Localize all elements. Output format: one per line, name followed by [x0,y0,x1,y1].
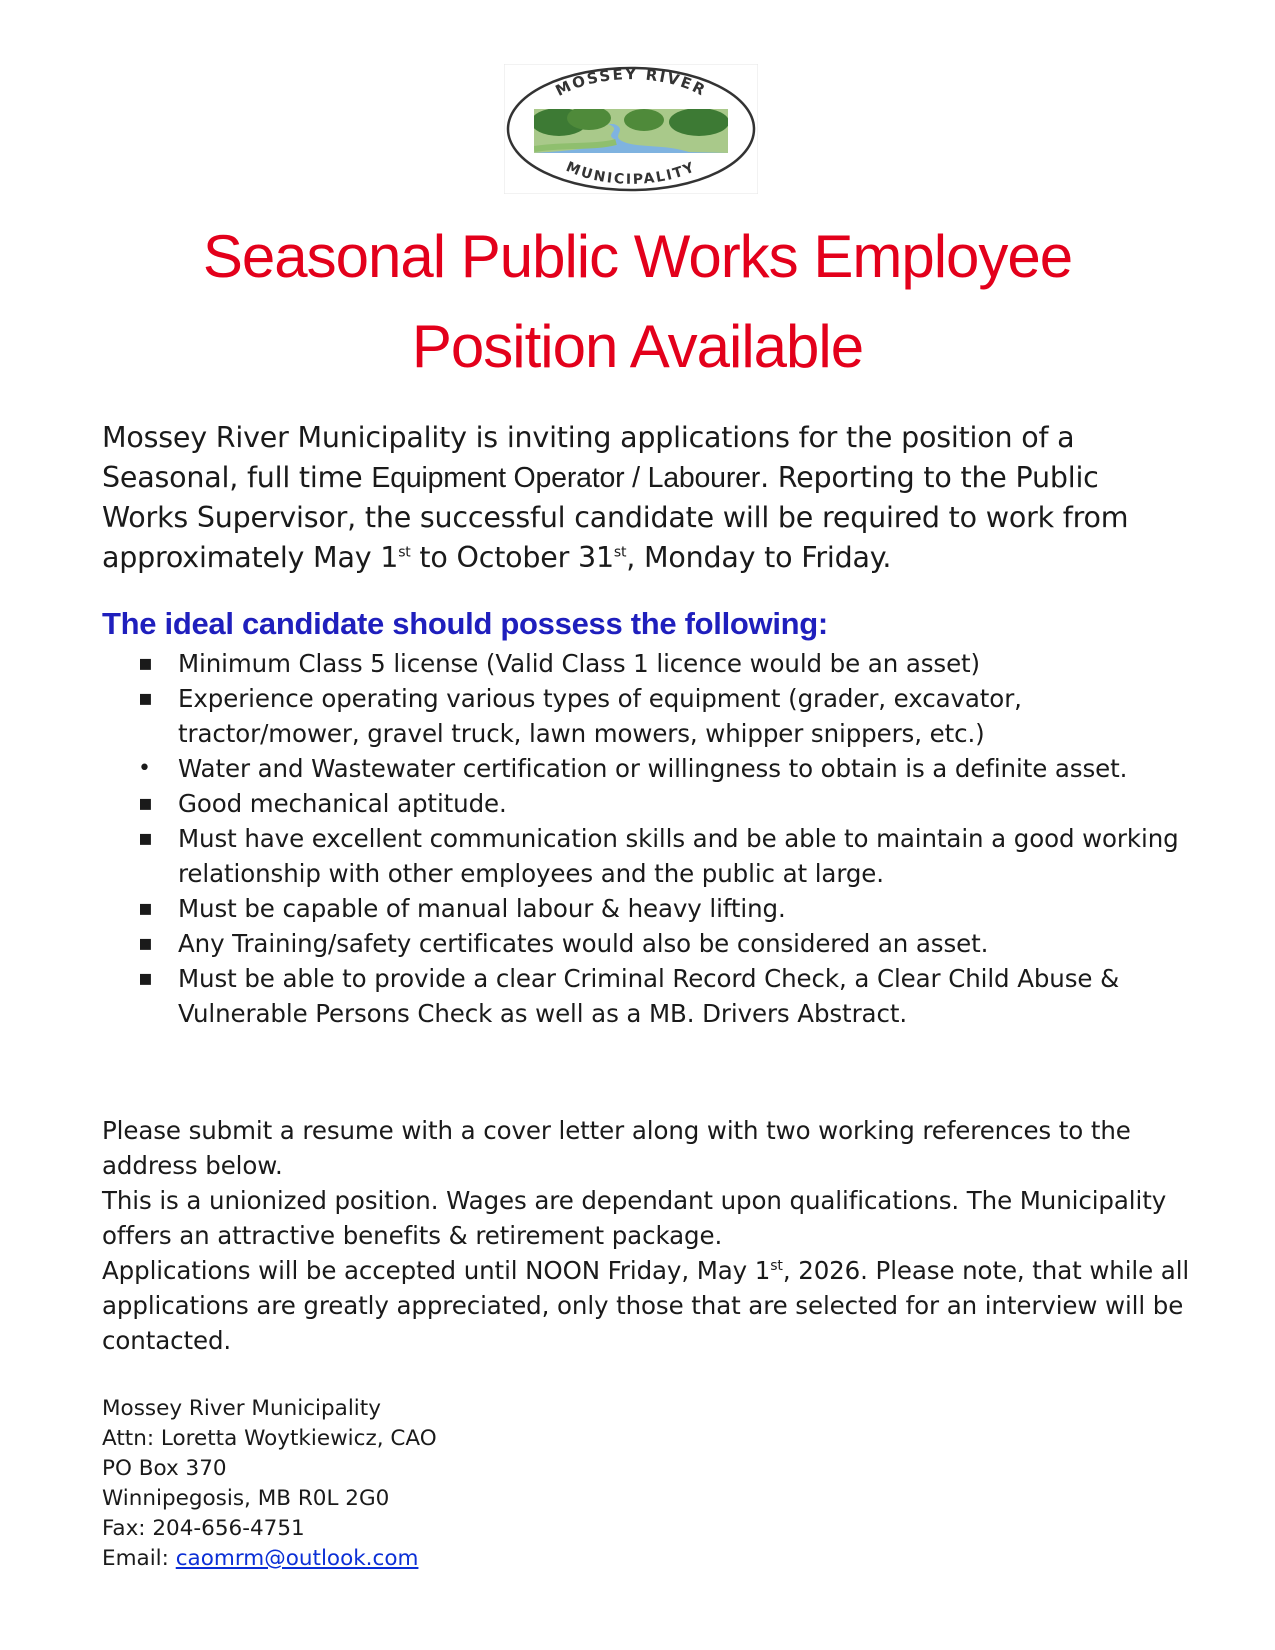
list-item: ▪ Minimum Class 5 license (Valid Class 1 licence would be an asset) [102,646,1192,681]
logo-bottom-text: MUNICIPALITY [563,159,699,188]
requirements-list [102,646,1192,1031]
list-item: ▪ Any Training/safety certificates would also be considered an asset. [102,926,1192,961]
address-fax: Fax: 204-656-4751 [102,1516,305,1541]
union-info: This is a unionized position. Wages are dependant upon qualifications. The Municipality offers an attractive benefits & retirement package. [102,1186,1167,1250]
bullet-icon: ▪ [138,791,153,816]
address-po-box: PO Box 370 [102,1456,227,1481]
list-item: • Water and Wastewater certification or willingness to obtain is a definite asset. [102,751,1192,786]
intro-paragraph: Mossey River Municipality is inviting applications for the position of a Seasonal, full time Equipment Operator / Labourer. Reporting to the Public Works Supervisor, the successful candidate will be required to work from approximately May 1st to October 31st, Monday to Friday. [102,421,1129,574]
bullet-icon: ▪ [138,966,153,991]
municipality-logo [504,64,758,194]
bullet-icon: ▪ [138,896,153,921]
title-line-2: Position Available [411,313,864,380]
bullet-icon: ▪ [138,651,153,676]
list-item: ▪ Must be able to provide a clear Criminal Record Check, a Clear Child Abuse & Vulnerable Persons Check as well as a MB. Drivers Abstract. [102,961,1192,1031]
list-item: ▪ Must have excellent communication skills and be able to maintain a good working relationship with other employees and the public at large. [102,821,1192,891]
bullet-icon: • [138,756,151,781]
requirements-heading: The ideal candidate should possess the following: [102,606,828,641]
title-line-1: Seasonal Public Works Employee [202,223,1073,290]
application-details [102,1113,1212,1358]
bullet-icon: ▪ [138,686,153,711]
address-block [102,1394,437,1574]
address-email-line: Email: caomrm@outlook.com [102,1546,419,1571]
list-item: ▪ Good mechanical aptitude. [102,786,1192,821]
logo-top-text: MOSSEY RIVER [552,65,710,100]
submission-instructions: Please submit a resume with a cover letter along with two working references to the address below. [102,1116,1131,1180]
address-attn: Attn: Loretta Woytkiewicz, CAO [102,1426,437,1451]
bullet-icon: ▪ [138,826,153,851]
email-link[interactable]: caomrm@outlook.com [175,1546,419,1571]
list-item: ▪ Must be capable of manual labour & heavy lifting. [102,891,1192,926]
position-title: Equipment Operator / Labourer [371,462,761,494]
deadline-info: Applications will be accepted until NOON Friday, May 1st, 2026. Please note, that while all applications are greatly appreciated, only those that are selected for an interview will be contacted. [102,1256,1190,1355]
address-city: Winnipegosis, MB R0L 2G0 [102,1486,390,1511]
address-name: Mossey River Municipality [102,1396,381,1421]
list-item: ▪ Experience operating various types of equipment (grader, excavator, tractor/mower, gravel truck, lawn mowers, whipper snippers, etc.) [102,681,1192,751]
bullet-icon: ▪ [138,931,153,956]
